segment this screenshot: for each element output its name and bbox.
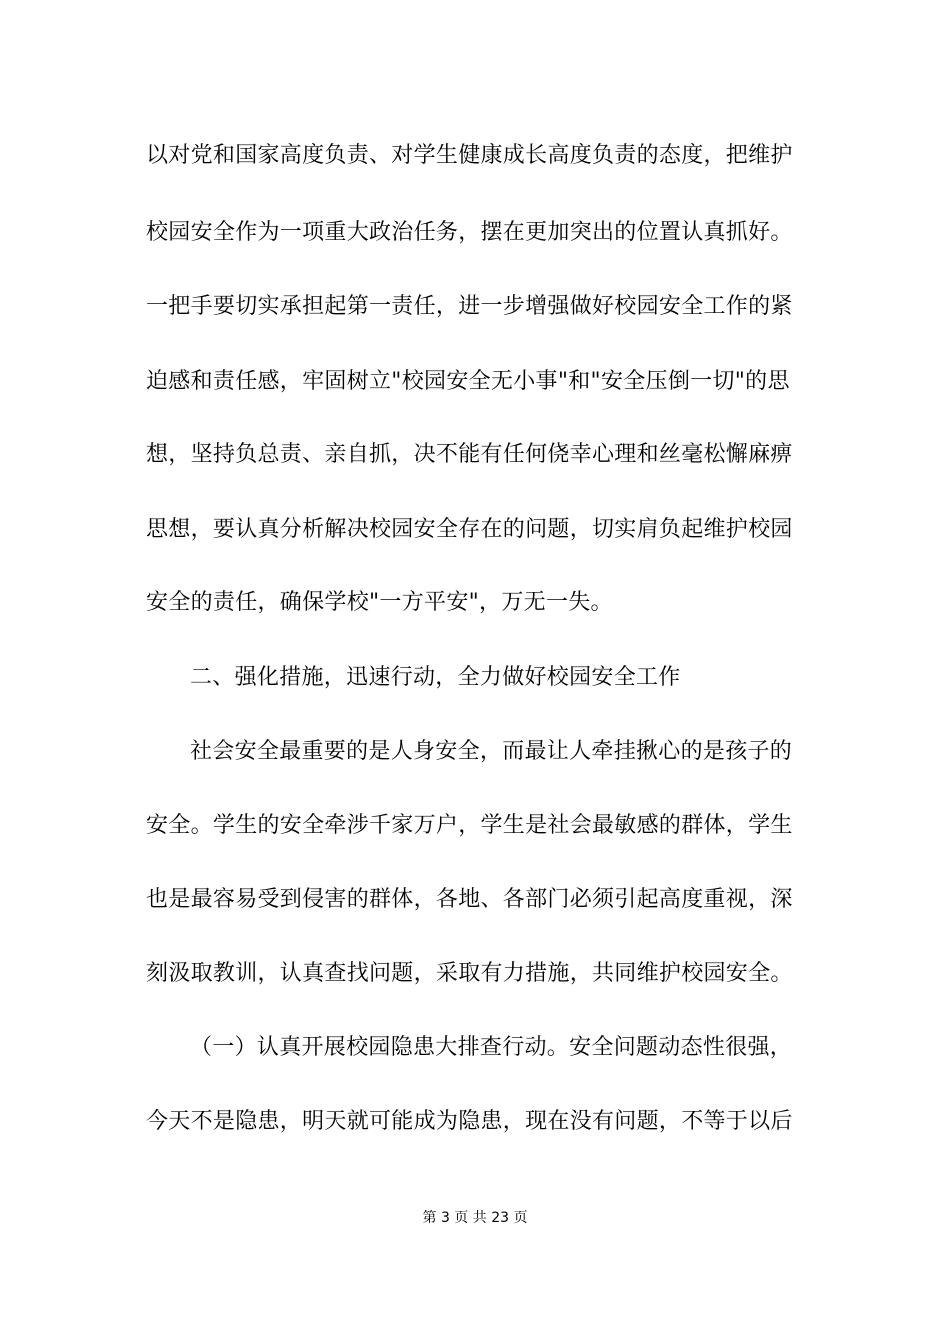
text-line-11: 也是最容易受到侵害的群体，各地、各部门必须引起高度重视，深 <box>146 887 793 912</box>
text-line-1: 以对党和国家高度负责、对学生健康成长高度负责的态度，把维护 <box>146 143 793 168</box>
subsection-line: （一）认真开展校园隐患大排查行动。安全问题动态性很强， <box>190 1035 793 1060</box>
text-line-6: 思想，要认真分析解决校园安全存在的问题，切实肩负起维护校园 <box>146 517 793 542</box>
text-line-2: 校园安全作为一项重大政治任务，摆在更加突出的位置认真抓好。 <box>146 220 793 245</box>
text-line-3: 一把手要切实承担起第一责任，进一步增强做好校园安全工作的紧 <box>146 294 793 319</box>
text-line-5: 想，坚持负总责、亲自抓，决不能有任何侥幸心理和丝毫松懈麻痹 <box>146 442 793 467</box>
text-line-9: 社会安全最重要的是人身安全，而最让人牵挂揪心的是孩子的 <box>190 739 793 764</box>
text-line-14: 今天不是隐患，明天就可能成为隐患，现在没有问题，不等于以后 <box>146 1109 793 1134</box>
text-line-4: 迫感和责任感，牢固树立"校园安全无小事"和"安全压倒一切"的思 <box>146 369 790 394</box>
section-heading: 二、强化措施，迅速行动，全力做好校园安全工作 <box>190 665 681 690</box>
text-line-7: 安全的责任，确保学校"一方平安"，万无一失。 <box>146 590 613 615</box>
text-line-12: 刻汲取教训，认真查找问题，采取有力措施，共同维护校园安全。 <box>146 961 793 986</box>
page-footer: 第 3 页 共 23 页 <box>422 1210 528 1226</box>
text-line-10: 安全。学生的安全牵涉千家万户，学生是社会最敏感的群体，学生 <box>146 813 793 838</box>
